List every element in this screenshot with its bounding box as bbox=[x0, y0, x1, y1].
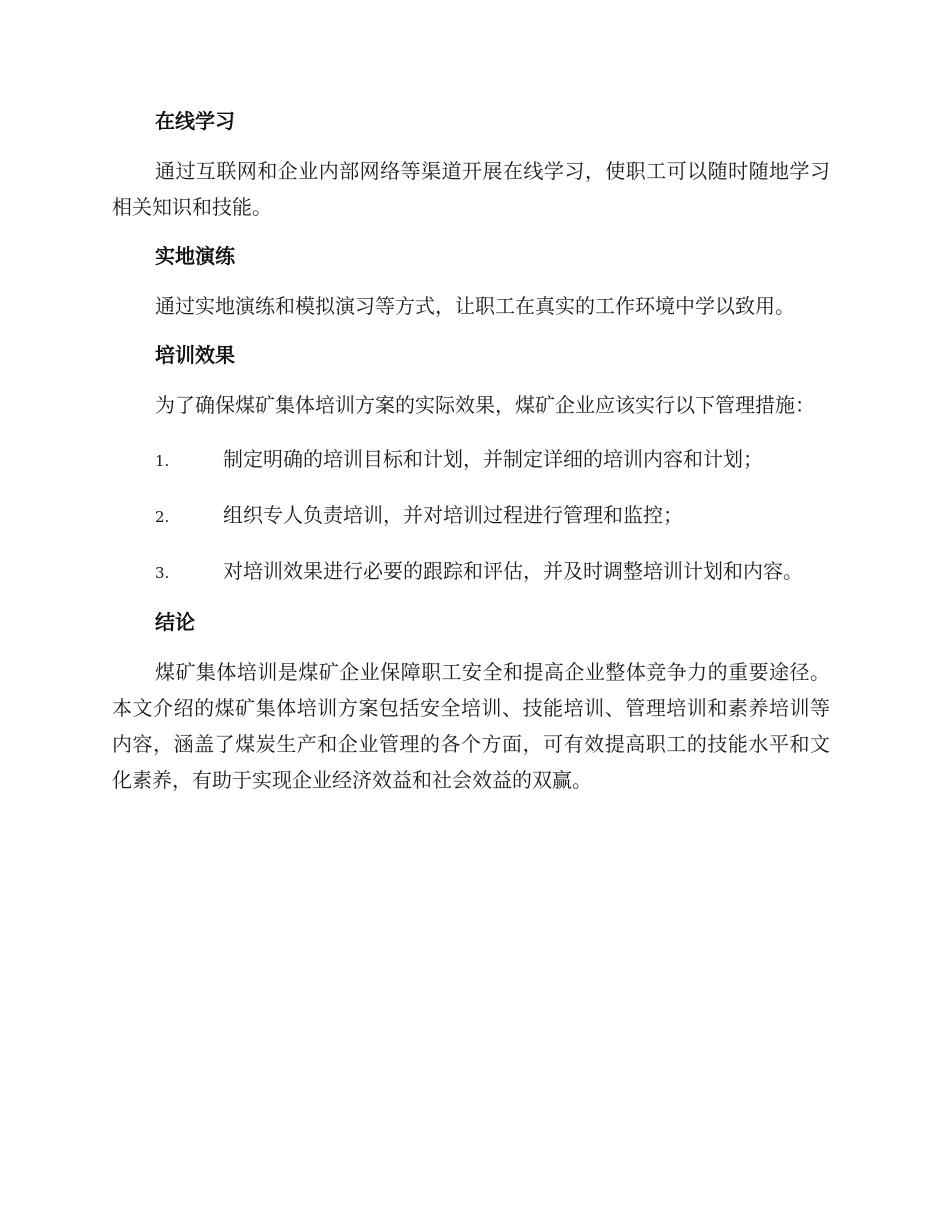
paragraph-field-drill: 通过实地演练和模拟演习等方式，让职工在真实的工作环境中学以致用。 bbox=[155, 294, 795, 318]
paragraph-training-effect: 为了确保煤矿集体培训方案的实际效果，煤矿企业应该实行以下管理措施： bbox=[155, 393, 815, 417]
list-item bbox=[112, 553, 830, 591]
heading-training-effect: 培训效果 bbox=[155, 343, 235, 367]
measures-list bbox=[112, 441, 830, 591]
list-item bbox=[112, 497, 830, 535]
paragraph-online-learning: 通过互联网和企业内部网络等渠道开展在线学习，使职工可以随时随地学习相关知识和技能。 bbox=[112, 159, 830, 219]
list-item-number: 2. bbox=[155, 508, 170, 526]
list-item bbox=[112, 441, 830, 479]
heading-field-drill: 实地演练 bbox=[155, 244, 235, 268]
list-item-text: 组织专人负责培训，并对培训过程进行管理和监控； bbox=[223, 503, 683, 527]
paragraph-conclusion: 煤矿集体培训是煤矿企业保障职工安全和提高企业整体竞争力的重要途径。本文介绍的煤矿集体培训方案包括安全培训、技能培训、管理培训和素养培训等内容，涵盖了煤炭生产和企业管理的各个方面，可有效提高职工的技能水平和文化素养，有助于实现企业经济效益和社会效益的双赢。 bbox=[112, 660, 830, 792]
document-page bbox=[112, 106, 830, 798]
list-item-number: 3. bbox=[155, 564, 170, 582]
heading-online-learning: 在线学习 bbox=[155, 109, 235, 133]
list-item-number: 1. bbox=[155, 452, 170, 470]
list-item-text: 对培训效果进行必要的跟踪和评估，并及时调整培训计划和内容。 bbox=[223, 559, 803, 583]
heading-conclusion: 结论 bbox=[155, 610, 195, 634]
list-item-text: 制定明确的培训目标和计划，并制定详细的培训内容和计划； bbox=[223, 447, 763, 471]
